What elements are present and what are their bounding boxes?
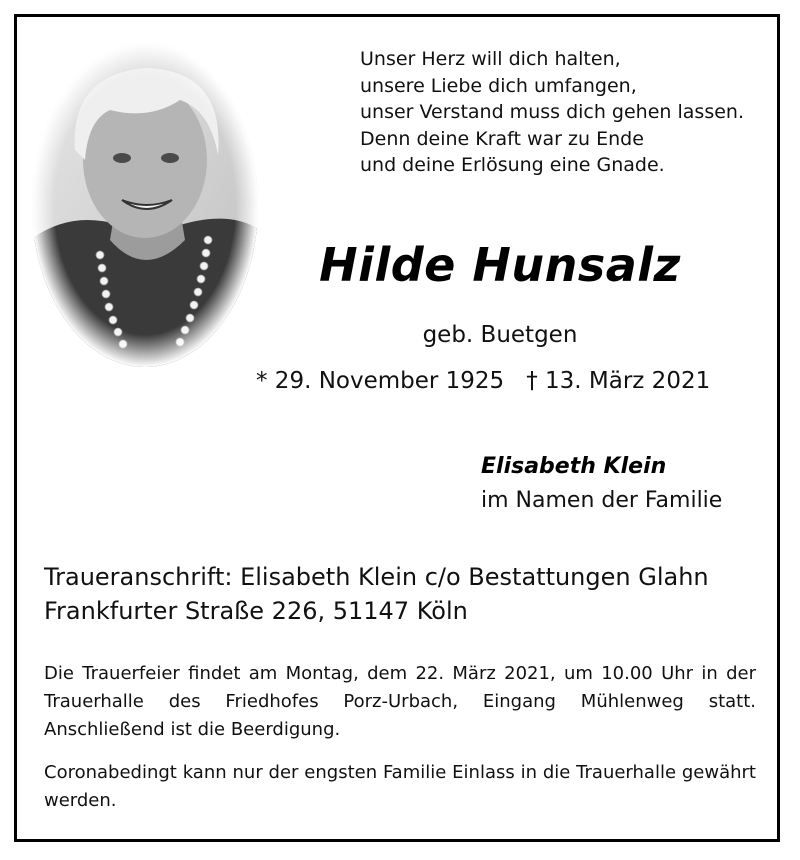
ceremony-notice: Die Trauerfeier findet am Montag, dem 22. März 2021, um 10.00 Uhr in der Trauerhalle des Friedhofes Porz-Urbach, Eingang Mühlenweg statt. Anschließend ist die Beerdigung.	[44, 663, 756, 740]
mourning-address	[44, 560, 764, 628]
born-name: geb. Buetgen	[422, 322, 578, 348]
deceased-name: Hilde Hunsalz	[319, 238, 681, 292]
poem-line: unser Verstand muss dich gehen lassen.	[360, 101, 744, 123]
covid-notice: Coronabedingt kann nur der engsten Familie Einlass in die Trauerhalle gewährt werden.	[44, 762, 756, 811]
address-line: Traueranschrift: Elisabeth Klein c/o Bestattungen Glahn	[44, 563, 709, 591]
poem-line: und deine Erlösung eine Gnade.	[360, 154, 665, 176]
address-line: Frankfurter Straße 226, 51147 Köln	[44, 597, 468, 625]
portrait-photo	[30, 40, 260, 370]
signer-name: Elisabeth Klein	[481, 454, 667, 479]
death-date: † 13. März 2021	[526, 368, 711, 394]
poem	[360, 46, 780, 179]
signer	[481, 450, 722, 518]
poem-line: Denn deine Kraft war zu Ende	[360, 127, 644, 150]
life-dates	[256, 368, 756, 394]
birth-date: * 29. November 1925	[256, 368, 505, 394]
signer-role: im Namen der Familie	[481, 488, 723, 513]
poem-line: Unser Herz will dich halten,	[360, 48, 621, 70]
poem-line: unsere Liebe dich umfangen,	[360, 74, 637, 97]
